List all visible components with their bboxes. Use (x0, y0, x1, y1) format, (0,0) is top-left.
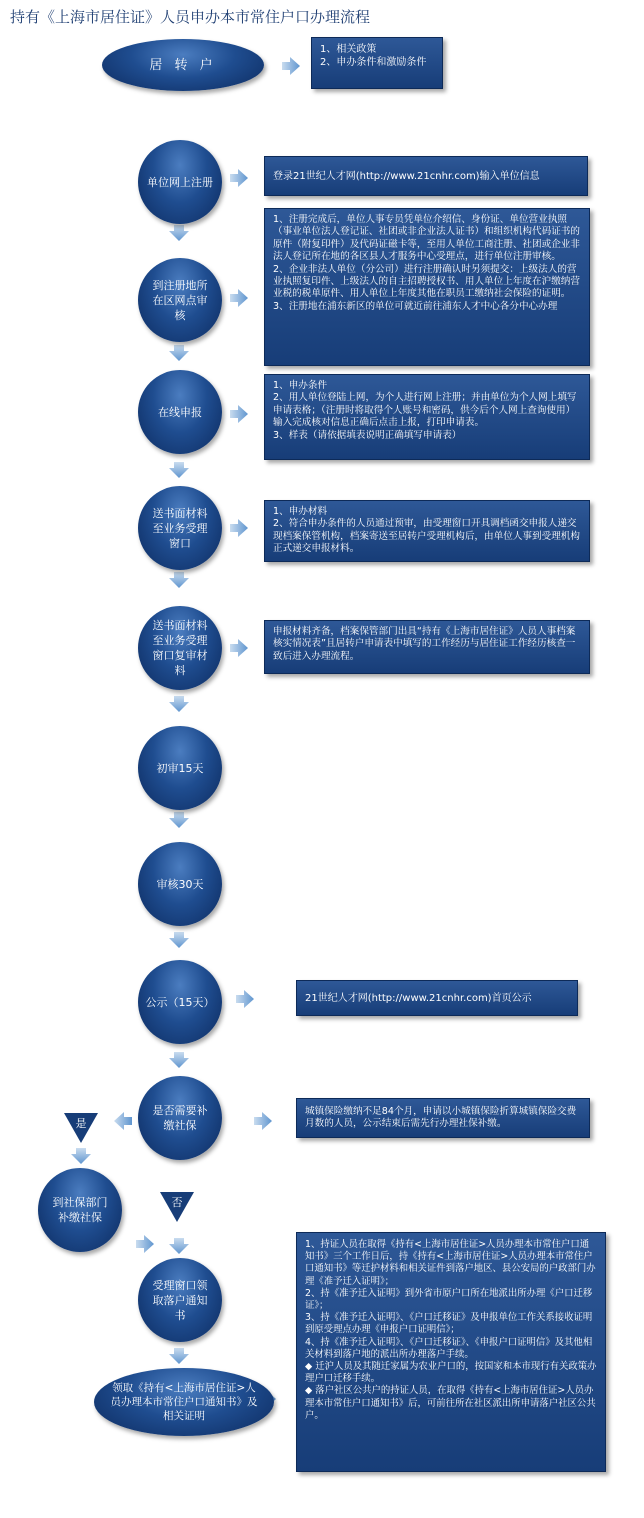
info-policy-line-1: 1、相关政策 (320, 44, 377, 55)
step-receive-notice: 领取《持有<上海市居住证>人员办理本市常住户口通知书》及相关证明 (94, 1368, 274, 1436)
info-recheck (264, 620, 590, 674)
step-social-insurance-check: 是否需要补缴社保 (138, 1076, 222, 1160)
info-recheck-line-1: 申报材料齐备，档案保管部门出具“持有《上海市居住证》人员人事档案核实情况表”且居转户申请表中填写的工作经历与居住证工作经历核查一致后进入办理流程。 (273, 626, 576, 662)
info-submit (264, 500, 590, 562)
info-review-line-3: 3、注册地在浦东新区的单位可就近前往浦东人才中心各分中心办理 (273, 300, 558, 312)
info-online-apply (264, 374, 590, 460)
info-settle (296, 1232, 606, 1472)
info-publicity (296, 980, 578, 1016)
info-submit-line-1: 1、申办材料 (273, 506, 328, 517)
step-audit: 审核30天 (138, 842, 222, 926)
info-insurance-line-1: 城镇保险缴纳不足84个月，申请以小城镇保险折算城镇保险交费月数的人员，公示结束后需先行办理社保补缴。 (305, 1105, 577, 1129)
info-settle-line-5: ◆ 迁沪人员及其随迁家属为农业户口的，按国家和本市现行有关政策办理户口迁移手续。 (305, 1361, 597, 1385)
info-settle-line-2: 2、持《准予迁入证明》到外省市原户口所在地派出所办理《户口迁移证》； (305, 1287, 593, 1312)
info-settle-line-1: 1、持证人员在取得《持有<上海市居住证>人员办理本市常住户口通知书》三个工作日后，持《持有<上海市居住证>人员办理本市常住户口通知书》等迁护材料和相关证件到落户地区、县公安局的户政部门办理《准予迁入证明》； (305, 1239, 596, 1287)
info-apply-line-1: 1、申办条件 (273, 380, 328, 391)
info-review-site (264, 208, 590, 366)
info-settle-line-3: 3、持《准予迁入证明》、《户口迁移证》及申报单位工作关系接收证明到原受理点办理《申报户口证明信》； (305, 1312, 593, 1336)
info-settle-line-6: ◆ 落户社区公共户的持证人员，在取得《持有<上海市居住证>人员办理本市常住户口通知书》后，可前往所在社区派出所申请落户社区公共户。 (305, 1385, 596, 1421)
info-settle-line-4: 4、持《准予迁入证明》、《户口迁移证》、《申报户口证明信》及其他相关材料到落户地的派出所办理落户手续。 (305, 1336, 593, 1360)
step-register: 单位网上注册 (138, 140, 222, 224)
no-label: 否 (171, 1196, 183, 1209)
yes-label: 是 (75, 1117, 87, 1130)
info-review-line-1: 1、注册完成后，单位人事专员凭单位介绍信、身份证、单位营业执照（事业单位法人登记证、社团或非企业法人证书）和组织机构代码证书的原件（附复印件）及代码证磁卡等，至用人单位工商注册、社团或企业非法人登记所在地的各区县人才服务中心受理点，进行单位注册审核。 (273, 214, 580, 263)
step-first-review: 初审15天 (138, 726, 222, 810)
info-register (264, 156, 588, 196)
step-start: 居 转 户 (102, 39, 264, 91)
page-title: 持有《上海市居住证》人员申办本市常住户口办理流程 (10, 8, 371, 26)
yes-marker (64, 1113, 98, 1143)
step-publicity: 公示（15天） (138, 960, 222, 1044)
info-apply-line-2: 2、用人单位登陆上网，为个人进行网上注册；并由单位为个人网上填写申请表格；（注册时将取得个人账号和密码，供今后个人网上查询使用）输入完成核对信息正确后点击上报，打印申请表。 (273, 392, 577, 429)
step-review-site: 到注册地所在区网点审核 (138, 258, 222, 342)
step-online-apply: 在线申报 (138, 370, 222, 454)
info-apply-line-3: 3、样表（请依据填表说明正确填写申请表） (273, 429, 462, 441)
info-publicity-line-1: 21世纪人才网(http://www.21cnhr.com)首页公示 (305, 992, 532, 1004)
no-marker (160, 1192, 194, 1222)
info-policy (311, 37, 443, 89)
info-submit-line-2: 2、符合申办条件的人员通过预审，由受理窗口开具调档函交申报人递交现档案保管机构，档案寄送至居转户受理机构后，由单位人事到受理机构正式递交申报材料。 (273, 518, 580, 555)
info-policy-line-2: 2、申办条件和激励条件 (320, 57, 427, 68)
step-recheck: 送书面材料至业务受理窗口复审材料 (138, 606, 222, 690)
step-pay-social-insurance: 到社保部门补缴社保 (38, 1168, 122, 1252)
info-register-line-1: 登录21世纪人才网(http://www.21cnhr.com)输入单位信息 (273, 170, 540, 182)
info-review-line-2: 2、企业非法人单位（分公司）进行注册确认时另须提交：上级法人的营业执照复印件、上级法人的自主招聘授权书、用人单位上年度在沪缴纳营业税的税单原件、用人单位上年度其他在职员工缴纳社会保险的证明。 (273, 263, 580, 300)
step-submit: 送书面材料至业务受理窗口 (138, 486, 222, 570)
info-social-insurance (296, 1098, 590, 1138)
step-get-notice: 受理窗口领取落户通知书 (138, 1258, 222, 1342)
